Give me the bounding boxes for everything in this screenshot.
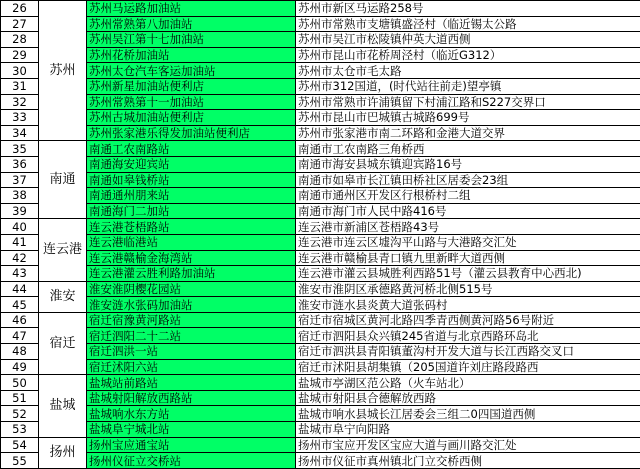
- station-name: 连云港临港站: [87, 234, 296, 250]
- table-row: [1, 250, 640, 266]
- table-row: [1, 406, 640, 422]
- row-number: 37: [1, 172, 39, 188]
- row-number: 53: [1, 422, 39, 438]
- station-address: 苏州市昆山市花桥周泾村（临近G312）: [296, 47, 640, 63]
- row-number: 36: [1, 156, 39, 172]
- station-address: 南通市工农南路三角桥西: [296, 141, 640, 157]
- table-row: [1, 172, 640, 188]
- table-row: [1, 16, 640, 32]
- station-name: 苏州新星加油站便利店: [87, 78, 296, 94]
- station-address: 盐城市阜宁向阳路: [296, 422, 640, 438]
- station-name: 南通海安迎宾站: [87, 156, 296, 172]
- city-cell: 淮安: [39, 281, 87, 312]
- city-cell: 宿迁: [39, 312, 87, 374]
- city-cell: 扬州: [39, 437, 87, 468]
- row-number: 52: [1, 406, 39, 422]
- station-address: 盐城市响水县城长江居委会三组二0四国道西侧: [296, 406, 640, 422]
- station-name: 苏州常熟第八加油站: [87, 16, 296, 32]
- row-number: 49: [1, 359, 39, 375]
- row-number: 44: [1, 281, 39, 297]
- row-number: 39: [1, 203, 39, 219]
- table-row: [1, 328, 640, 344]
- table-row: [1, 453, 640, 469]
- table-row: [1, 312, 640, 328]
- station-address: 宿迁市泗阳县众兴镇245省道与北京西路环岛北: [296, 328, 640, 344]
- station-address: 南通市通州区开发区行根桥村二组: [296, 188, 640, 204]
- row-number: 48: [1, 344, 39, 360]
- station-name: 宿迁泗阳二十二站: [87, 328, 296, 344]
- table-row: [1, 110, 640, 126]
- station-address: 盐城市射阳县合德解放西路: [296, 390, 640, 406]
- station-address: 连云港市连云区墟沟平山路与大港路交汇处: [296, 234, 640, 250]
- station-address: 扬州市宝应开发区宝应大道与画川路交汇处: [296, 437, 640, 453]
- station-name: 扬州宝应通宝站: [87, 437, 296, 453]
- station-address: 南通市如皋市长江镇田桥社区居委会23组: [296, 172, 640, 188]
- row-number: 43: [1, 266, 39, 282]
- table-row: [1, 141, 640, 157]
- row-number: 42: [1, 250, 39, 266]
- table-row: [1, 297, 640, 313]
- table-row: [1, 422, 640, 438]
- row-number: 29: [1, 47, 39, 63]
- station-address: 苏州市312国道，(时代站往前走)望亭镇: [296, 78, 640, 94]
- row-number: 32: [1, 94, 39, 110]
- table-row: [1, 219, 640, 235]
- city-cell: 苏州: [39, 1, 87, 141]
- row-number: 35: [1, 141, 39, 157]
- station-address: 宿迁市宿城区黄河北路四季青西侧黄河路56号附近: [296, 312, 640, 328]
- city-cell: 连云港: [39, 219, 87, 281]
- row-number: 26: [1, 1, 39, 17]
- table-row: [1, 203, 640, 219]
- station-address: 苏州市张家港市南二环路和金港大道交界: [296, 125, 640, 141]
- station-address: 苏州市常熟市许浦镇留下村浦江路和S227交界口: [296, 94, 640, 110]
- station-name: 宿迁泗洪一站: [87, 344, 296, 360]
- station-address: 苏州市太仓市毛太路: [296, 63, 640, 79]
- city-cell: 南通: [39, 141, 87, 219]
- station-table-body: [1, 1, 640, 469]
- row-number: 45: [1, 297, 39, 313]
- station-name: 苏州吴江第十七加油站: [87, 32, 296, 48]
- station-name: 南通如皋钱桥站: [87, 172, 296, 188]
- row-number: 54: [1, 437, 39, 453]
- station-address: 连云港市灌云县城胜利西路51号（灌云县教育中心西北): [296, 266, 640, 282]
- station-name: 淮安淮阴樱花园站: [87, 281, 296, 297]
- table-row: [1, 390, 640, 406]
- table-row: [1, 47, 640, 63]
- station-name: 盐城站前路站: [87, 375, 296, 391]
- station-name: 宿迁宿豫黄河路站: [87, 312, 296, 328]
- row-number: 34: [1, 125, 39, 141]
- station-name: 扬州仪征立交桥站: [87, 453, 296, 469]
- station-address: 连云港市赣榆县青口镇九里新畔大道西侧: [296, 250, 640, 266]
- row-number: 27: [1, 16, 39, 32]
- table-row: [1, 63, 640, 79]
- station-address: 苏州市昆山市巴城镇古城路699号: [296, 110, 640, 126]
- station-name: 苏州张家港乐得发加油站便利店: [87, 125, 296, 141]
- station-address: 南通市海安县城东镇迎宾路16号: [296, 156, 640, 172]
- table-row: [1, 344, 640, 360]
- station-name: 盐城阜宁城北站: [87, 422, 296, 438]
- table-row: [1, 156, 640, 172]
- station-address: 南通市海门市人民中路416号: [296, 203, 640, 219]
- station-address: 淮安市淮阴区承德路黄河桥北侧515号: [296, 281, 640, 297]
- station-address: 苏州市新区马运路258号: [296, 1, 640, 17]
- row-number: 40: [1, 219, 39, 235]
- table-row: [1, 359, 640, 375]
- station-name: 苏州花桥加油站: [87, 47, 296, 63]
- station-name: 宿迁沭阳六站: [87, 359, 296, 375]
- row-number: 31: [1, 78, 39, 94]
- station-address: 扬州市仪征市真州镇北门立交桥西侧: [296, 453, 640, 469]
- station-name: 淮安涟水张码加油站: [87, 297, 296, 313]
- table-row: [1, 375, 640, 391]
- station-name: 连云港赣榆金海湾站: [87, 250, 296, 266]
- row-number: 41: [1, 234, 39, 250]
- table-row: [1, 32, 640, 48]
- row-number: 30: [1, 63, 39, 79]
- station-address: 盐城市亭湖区范公路（火车站北）: [296, 375, 640, 391]
- row-number: 47: [1, 328, 39, 344]
- station-address: 苏州市常熟市支塘镇盛泾村（临近锡太公路: [296, 16, 640, 32]
- table-row: [1, 1, 640, 17]
- station-name: 连云港苍梧路站: [87, 219, 296, 235]
- station-name: 盐城射阳解放西路站: [87, 390, 296, 406]
- station-address: 连云港市新浦区苍梧路43号: [296, 219, 640, 235]
- station-name: 盐城响水东方站: [87, 406, 296, 422]
- table-row: [1, 125, 640, 141]
- city-cell: 盐城: [39, 375, 87, 437]
- table-row: [1, 437, 640, 453]
- station-name: 苏州常熟第十一加油站: [87, 94, 296, 110]
- station-address: 苏州市吴江市松陵镇仲英大道西侧: [296, 32, 640, 48]
- table-row: [1, 78, 640, 94]
- station-address: 宿迁市泗洪县青阳镇董沟村开发大道与长江西路交叉口: [296, 344, 640, 360]
- station-name: 南通通州朋来站: [87, 188, 296, 204]
- row-number: 50: [1, 375, 39, 391]
- row-number: 28: [1, 32, 39, 48]
- station-name: 连云港灌云胜利路加油站: [87, 266, 296, 282]
- table-row: [1, 94, 640, 110]
- station-address: 宿迁市沭阳县胡集镇（205国道许刘庄路段路西: [296, 359, 640, 375]
- row-number: 46: [1, 312, 39, 328]
- station-name: 苏州古城加油站便利店: [87, 110, 296, 126]
- table-row: [1, 188, 640, 204]
- row-number: 51: [1, 390, 39, 406]
- table-row: [1, 266, 640, 282]
- station-name: 南通工农南路站: [87, 141, 296, 157]
- row-number: 38: [1, 188, 39, 204]
- row-number: 33: [1, 110, 39, 126]
- table-row: [1, 281, 640, 297]
- station-name: 南通海门二加站: [87, 203, 296, 219]
- row-number: 55: [1, 453, 39, 469]
- table-row: [1, 234, 640, 250]
- station-address: 淮安市涟水县炎黄大道张码村: [296, 297, 640, 313]
- station-name: 苏州马运路加油站: [87, 1, 296, 17]
- station-name: 苏州太仓汽车客运加油站: [87, 63, 296, 79]
